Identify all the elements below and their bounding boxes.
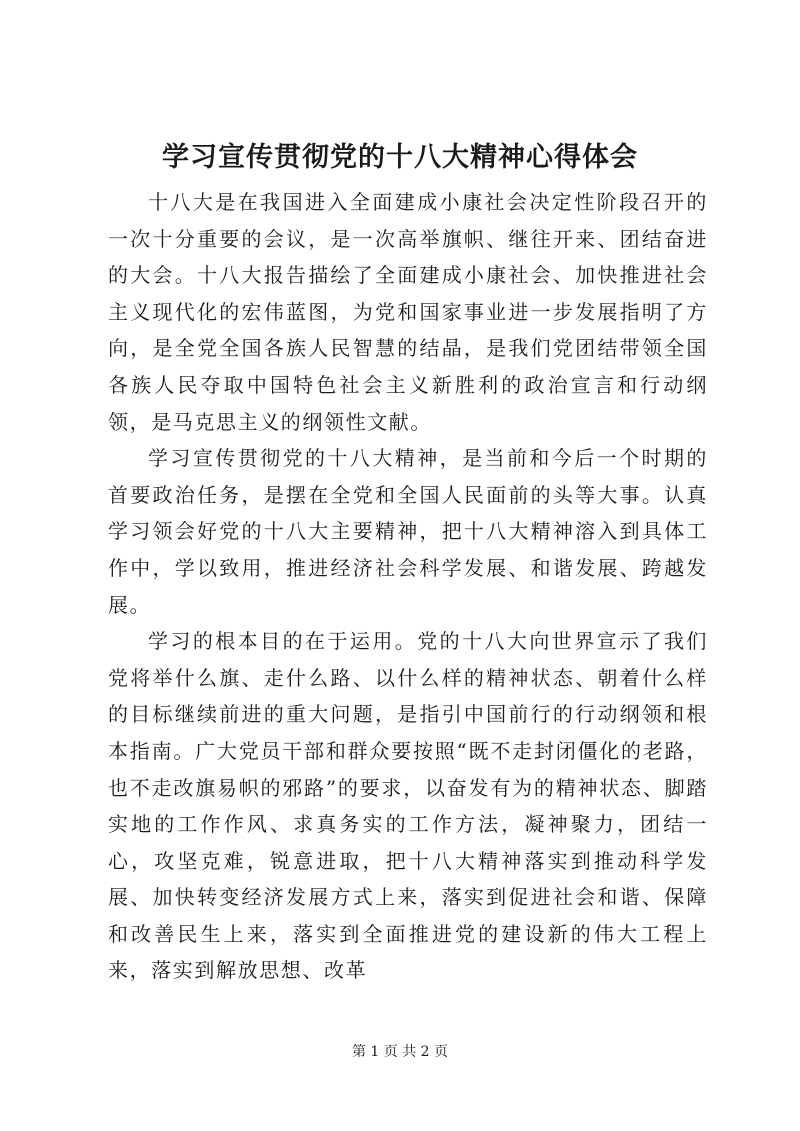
document-title: 学习宣传贯彻党的十八大精神心得体会 [162,142,638,173]
paragraph-2: 学习宣传贯彻党的十八大精神，是当前和今后一个时期的首要政治任务，是摆在全党和全国人民面前的头等大事。认真学习领会好党的十八大主要精神，把十八大精神溶入到具体工作中，学以致用，推进经济社会科学发展、和谐发展、跨越发展。 [108,446,708,617]
document-body [108,184,708,989]
paragraph-1: 十八大是在我国进入全面建成小康社会决定性阶段召开的一次十分重要的会议，是一次高举旗帜、继往开来、团结奋进的大会。十八大报告描绘了全面建成小康社会、加快推进社会主义现代化的宏伟蓝图，为党和国家事业进一步发展指明了方向，是全党全国各族人民智慧的结晶，是我们党团结带领全国各族人民夺取中国特色社会主义新胜利的政治宣言和行动纲领，是马克思主义的纲领性文献。 [108,190,708,434]
paragraph-3: 学习的根本目的在于运用。党的十八大向世界宣示了我们党将举什么旗、走什么路、以什么样的精神状态、朝着什么样的目标继续前进的重大问题，是指引中国前行的行动纲领和根本指南。广大党员干部和群众要按照“既不走封闭僵化的老路，也不走改旗易帜的邪路”的要求，以奋发有为的精神状态、脚踏实地的工作作风、求真务实的工作方法，凝神聚力，团结一心，攻坚克难，锐意进取，把十八大精神落实到推动科学发展、加快转变经济发展方式上来，落实到促进社会和谐、保障和改善民生上来，落实到全面推进党的建设新的伟大工程上来，落实到解放思想、改革 [108,629,708,983]
page-footer: 第 1 页 共 2 页 [351,1044,449,1060]
